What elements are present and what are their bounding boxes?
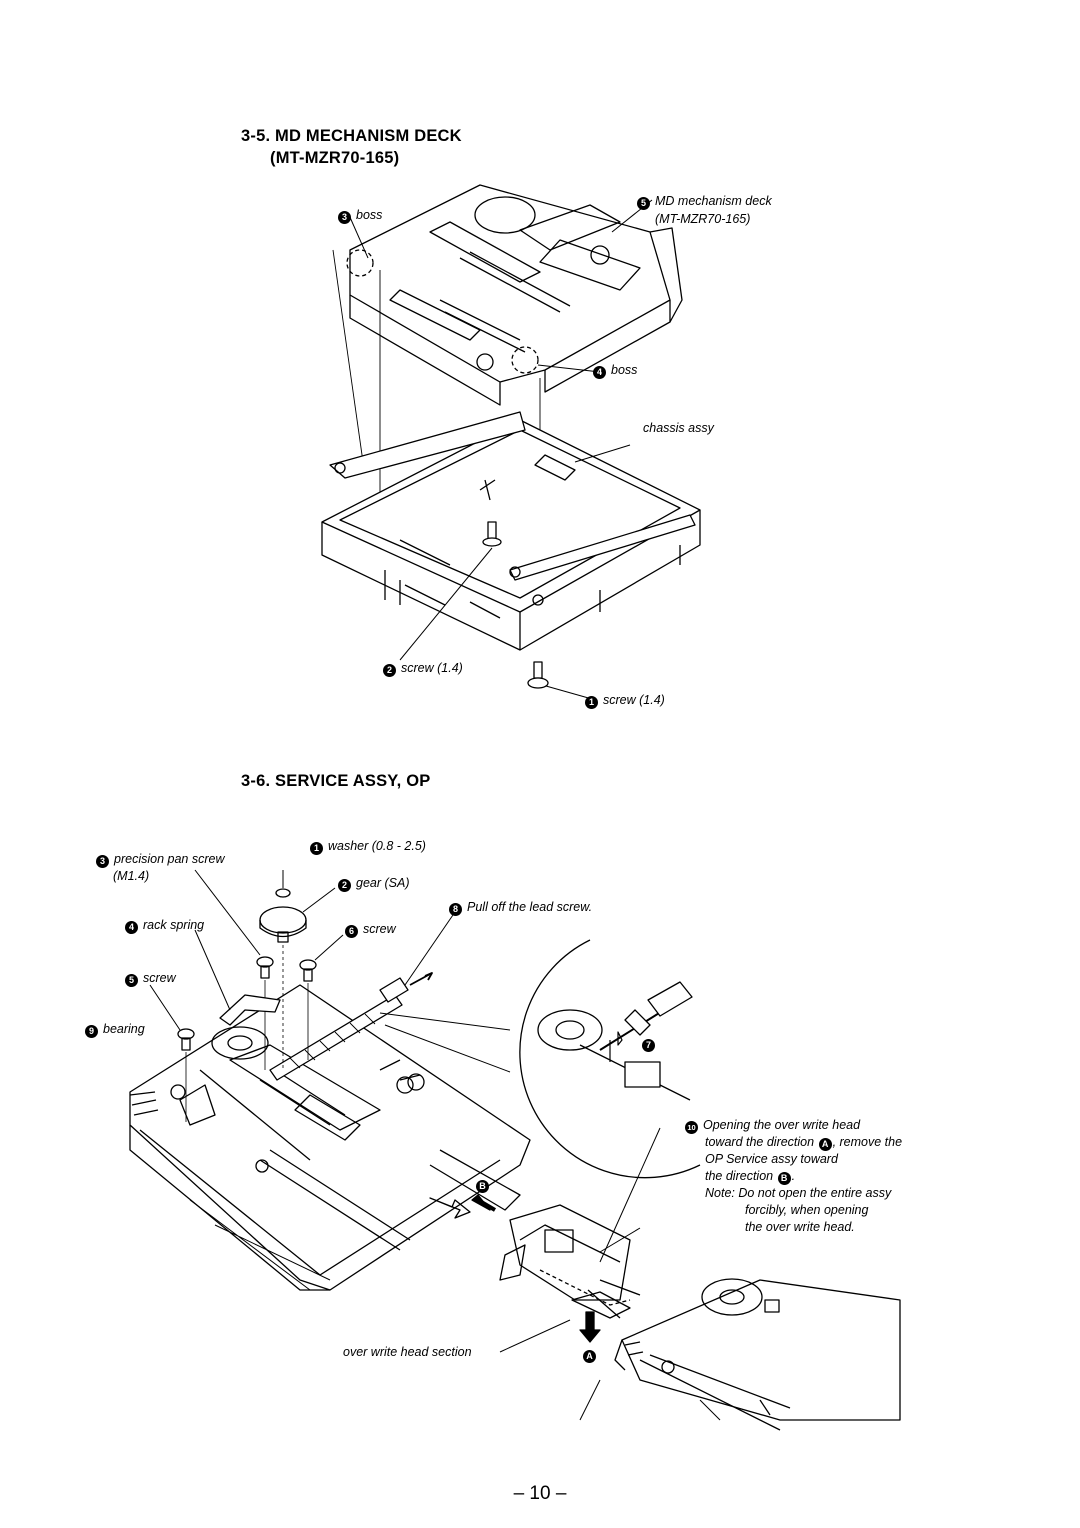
note-line-2a: toward the direction — [705, 1135, 815, 1149]
note-line-3: OP Service assy toward — [705, 1152, 838, 1166]
note-line-5: Note: Do not open the entire assy — [705, 1186, 892, 1200]
note-line-7: the over write head. — [745, 1220, 855, 1234]
label-washer — [310, 840, 426, 855]
washer — [276, 889, 290, 897]
direction-b-marker: B — [778, 1172, 791, 1185]
label-pull-off-lead-screw — [449, 901, 592, 916]
section-3-5-title: MD MECHANISM DECK — [275, 127, 462, 145]
label-gear-sa — [338, 877, 410, 892]
label-over-write-head-section: over write head section — [343, 1345, 472, 1359]
step-7-marker: 7 — [642, 1039, 655, 1052]
label-boss-4-text: boss — [611, 363, 638, 377]
note-line-1 — [685, 1117, 902, 1134]
section-3-5-subtitle: (MT-MZR70-165) — [270, 149, 400, 167]
screw-6 — [300, 960, 316, 981]
direction-a-arrow — [580, 1312, 600, 1342]
label-precision-pan-screw-text: precision pan screw — [114, 852, 225, 866]
label-boss-3-text: boss — [356, 208, 383, 222]
figure-direction-b-marker: B — [476, 1180, 489, 1193]
note-step-10 — [685, 1117, 902, 1236]
note-line-2 — [685, 1134, 902, 1151]
label-precision-pan-screw-size: (M1.4) — [113, 869, 150, 883]
label-step-7 — [642, 1037, 660, 1052]
label-screw-6-text: screw — [363, 922, 396, 936]
bearing-screw — [178, 1029, 194, 1050]
step-2-marker: 2 — [383, 664, 396, 677]
figure-direction-a — [583, 1348, 601, 1363]
label-washer-text: washer (0.8 - 2.5) — [328, 839, 426, 853]
label-bearing-text: bearing — [103, 1022, 145, 1036]
bearing-block — [625, 1062, 660, 1087]
section-3-6-title: SERVICE ASSY, OP — [275, 772, 431, 790]
label-bearing — [85, 1023, 145, 1038]
precision-pan-screw — [257, 957, 273, 978]
step-2b-marker: 2 — [338, 879, 351, 892]
label-screw-5 — [125, 972, 176, 987]
label-pull-off-lead-screw-text: Pull off the lead screw. — [467, 900, 593, 914]
step-10-marker: 10 — [685, 1121, 698, 1134]
label-chassis-assy: chassis assy — [643, 421, 714, 435]
direction-a-marker: A — [819, 1138, 832, 1151]
page-number: – 10 – — [513, 1483, 567, 1504]
label-screw-1-text: screw (1.4) — [603, 693, 665, 707]
label-screw-5-text: screw — [143, 971, 176, 985]
step-3b-marker: 3 — [96, 855, 109, 868]
label-screw-6 — [345, 923, 396, 938]
label-md-mechanism-deck-text: MD mechanism deck — [655, 194, 772, 208]
note-line-6: forcibly, when opening — [745, 1203, 869, 1217]
label-precision-pan-screw — [96, 853, 224, 868]
section-3-5-number: 3-5. — [241, 127, 271, 145]
gear-sa — [260, 907, 306, 933]
step-1b-marker: 1 — [310, 842, 323, 855]
figure-direction-a-marker: A — [583, 1350, 596, 1363]
note-line-4b: . — [791, 1169, 796, 1183]
note-line-1-text: Opening the over write head — [703, 1118, 861, 1132]
step-6-marker: 6 — [345, 925, 358, 938]
figure-direction-b — [476, 1178, 494, 1193]
step-8-marker: 8 — [449, 903, 462, 916]
section-3-6-number: 3-6. — [241, 772, 271, 790]
step-1-marker: 1 — [585, 696, 598, 709]
label-md-mechanism-deck-model: (MT-MZR70-165) — [655, 212, 751, 226]
label-rack-spring-text: rack spring — [143, 918, 205, 932]
label-screw-2-text: screw (1.4) — [401, 661, 463, 675]
note-line-2b: , remove the — [832, 1135, 903, 1149]
step-5b-marker: 5 — [125, 974, 138, 987]
step-4-marker: 4 — [593, 366, 606, 379]
step-9-marker: 9 — [85, 1025, 98, 1038]
label-rack-spring — [125, 919, 204, 934]
step-4b-marker: 4 — [125, 921, 138, 934]
label-gear-sa-text: gear (SA) — [356, 876, 410, 890]
step-5-marker: 5 — [637, 197, 650, 210]
step-3-marker: 3 — [338, 211, 351, 224]
note-line-4 — [685, 1168, 902, 1185]
note-line-4a: the direction — [705, 1169, 774, 1183]
